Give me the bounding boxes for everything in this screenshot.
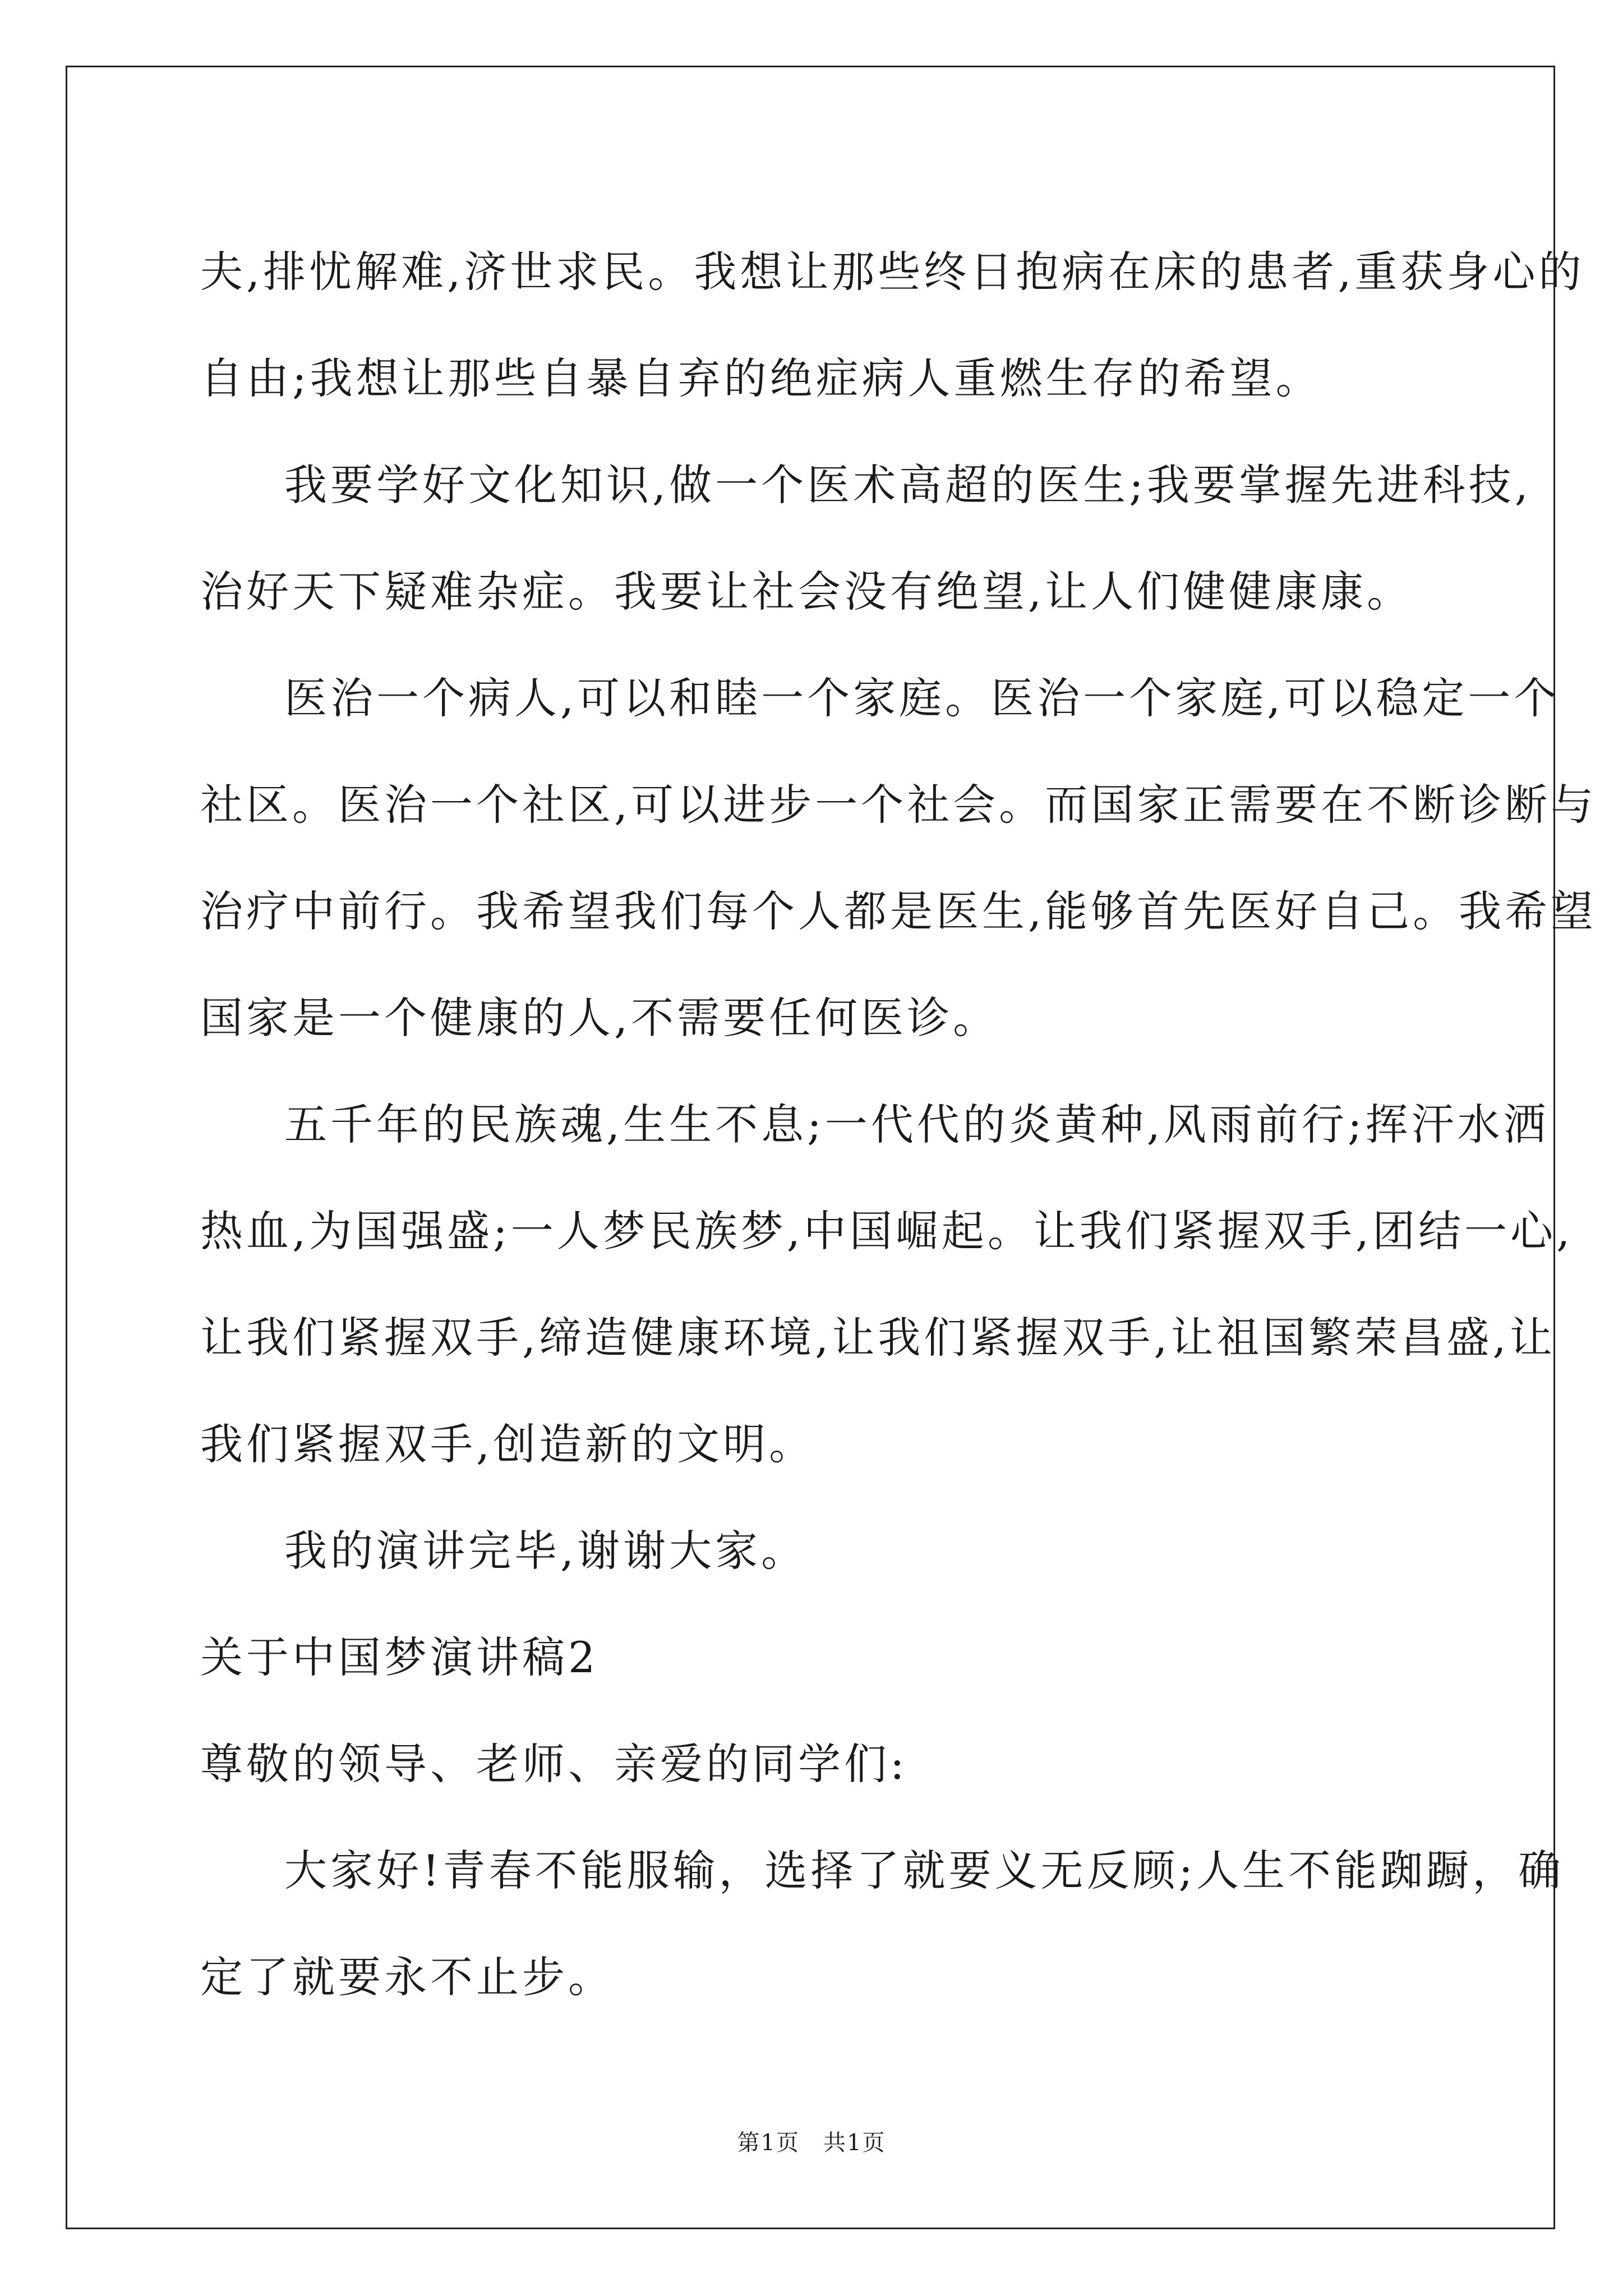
paragraph (200, 1604, 1440, 1711)
paragraph (200, 1071, 1574, 1498)
text-line: 夫,排忧解难,济世求民。我想让那些终日抱病在床的患者,重获身心的 (200, 247, 1585, 297)
closing-line: 我的演讲完毕,谢谢大家。 (284, 1526, 808, 1576)
section-heading: 关于中国梦演讲稿2 (200, 1632, 599, 1682)
text-line: 医治一个病人,可以和睦一个家庭。医治一个家庭,可以稳定一个 (284, 673, 1560, 723)
page-number-footer: 第1页 共1页 (737, 2130, 886, 2156)
paragraph (200, 1498, 1440, 1604)
text-line: 国家是一个健康的人,不需要任何医诊。 (200, 993, 999, 1043)
text-line: 大家好!青春不能服输，选择了就要义无反顾;人生不能踟蹰，确 (284, 1846, 1565, 1895)
text-line: 定了就要永不止步。 (200, 1952, 614, 2002)
text-line: 治好天下疑难杂症。我要让社会没有绝望,让人们健健康康。 (200, 567, 1413, 616)
text-line: 热血,为国强盛;一人梦民族梦,中国崛起。让我们紧握双手,团结一心, (200, 1206, 1574, 1256)
paragraph (200, 645, 1597, 1071)
salutation: 尊敬的领导、老师、亲爱的同学们: (200, 1739, 908, 1789)
text-line: 我们紧握双手,创造新的文明。 (200, 1419, 815, 1469)
text-line: 让我们紧握双手,缔造健康环境,让我们紧握双手,让祖国繁荣昌盛,让 (200, 1313, 1556, 1363)
text-line: 自由;我想让那些自暴自弃的绝症病人重燃生存的希望。 (200, 353, 1322, 403)
paragraph (200, 219, 1585, 432)
paragraph (200, 1818, 1565, 2031)
paragraph (200, 432, 1532, 645)
paragraph (200, 1711, 1440, 1818)
text-line: 治疗中前行。我希望我们每个人都是医生,能够首先医好自己。我希望 (200, 886, 1597, 936)
document-body (200, 219, 1597, 2031)
text-line: 我要学好文化知识,做一个医术高超的医生;我要掌握先进科技, (284, 460, 1532, 510)
text-line: 社区。医治一个社区,可以进步一个社会。而国家正需要在不断诊断与 (200, 780, 1597, 830)
text-line: 五千年的民族魂,生生不息;一代代的炎黄种,风雨前行;挥汗水洒 (284, 1099, 1550, 1149)
